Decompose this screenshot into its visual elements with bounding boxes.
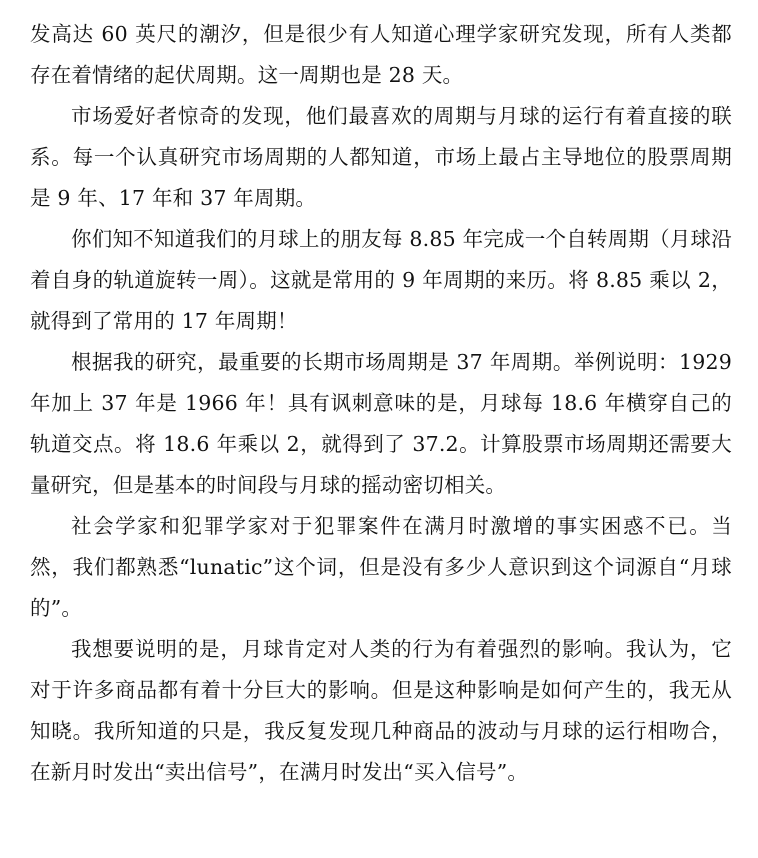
paragraph-4: 根据我的研究，最重要的长期市场周期是 37 年周期。举例说明：1929 年加上 37 年是 1966 年！具有讽刺意味的是，月球每 18.6 年横穿自己的轨道交点。将 18.6 年乘以 2，就得到了 37.2。计算股票市场周期还需要大量研究，但是基本的时间段与月球的摇动密切相关。 — [30, 350, 732, 497]
paragraph-6: 我想要说明的是，月球肯定对人类的行为有着强烈的影响。我认为，它对于许多商品都有着十分巨大的影响。但是这种影响是如何产生的，我无从知晓。我所知道的只是，我反复发现几种商品的波动与月球的运行相吻合，在新月时发出“卖出信号”，在满月时发出“买入信号”。 — [30, 637, 732, 784]
paragraph-3: 你们知不知道我们的月球上的朋友每 8.85 年完成一个自转周期（月球沿着自身的轨道旋转一周）。这就是常用的 9 年周期的来历。将 8.85 乘以 2，就得到了常用的 17 年周期！ — [30, 227, 732, 333]
paragraph-1: 发高达 60 英尺的潮汐，但是很少有人知道心理学家研究发现，所有人类都存在着情绪的起伏周期。这一周期也是 28 天。 — [30, 22, 732, 87]
paragraph-2: 市场爱好者惊奇的发现，他们最喜欢的周期与月球的运行有着直接的联系。每一个认真研究市场周期的人都知道，市场上最占主导地位的股票周期是 9 年、17 年和 37 年周期。 — [30, 104, 732, 210]
paragraph-5: 社会学家和犯罪学家对于犯罪案件在满月时激增的事实困惑不已。当然，我们都熟悉“lunatic”这个词，但是没有多少人意识到这个词源自“月球的”。 — [30, 514, 732, 620]
